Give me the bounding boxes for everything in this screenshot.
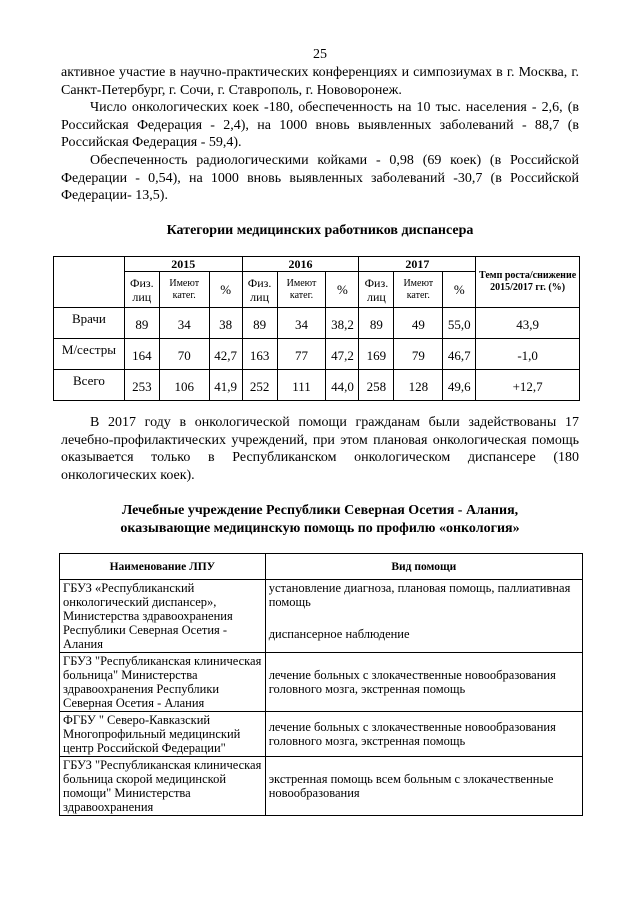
table-cell: 111 <box>277 370 326 401</box>
subheader-cat: Имеют катег. <box>394 272 443 308</box>
subheader-phys: Физ. лиц <box>242 272 277 308</box>
paragraph-4: В 2017 году в онкологической помощи гражданам были задействованы 17 лечебно-профилактических учреждений, при этом плановая онкологическая помощь оказывается только в Республиканском онкологическом диспансере (180 онкологических коек). <box>61 415 579 483</box>
paragraph-2: Число онкологических коек -180, обеспеченность на 10 тыс. населения - 2,6, (в Российская Федерация - 2,4), на 1000 вновь выявленных заболеваний - 88,7 (в Российская Федерация - 59,4). <box>61 100 579 150</box>
table-cell: 106 <box>159 370 209 401</box>
row-label: Врачи <box>54 308 125 339</box>
table2-title-line2: оказывающие медицинскую помощь по профилю «онкология» <box>120 521 520 536</box>
year-header: 2016 <box>242 257 359 272</box>
table1-corner <box>54 257 125 308</box>
table-cell: 49 <box>394 308 443 339</box>
table-cell: 55,0 <box>443 308 476 339</box>
paragraph-1: активное участие в научно-практических конференциях и симпозиумах в г. Москва, г. Санкт-Петербург, г. Сочи, г. Ставрополь, г. Нововоронеж. <box>61 65 579 98</box>
table-cell: 42,7 <box>209 339 242 370</box>
care-type: экстренная помощь всем больным с злокачественные новообразования <box>265 757 582 816</box>
institution-name: ГБУЗ "Республиканская клиническая больница скорой медицинской помощи" Министерства здравоохранения <box>60 757 266 816</box>
care-type <box>265 580 582 653</box>
year-header: 2015 <box>124 257 242 272</box>
table-cell: 49,6 <box>443 370 476 401</box>
table-cell: 38,2 <box>326 308 359 339</box>
table-cell: +12,7 <box>476 370 580 401</box>
paragraph-3: Обеспеченность радиологическими койками - 0,98 (69 коек) (в Российской Федерации - 0,54), на 1000 вновь выявленных заболеваний -30,7 (в Российской Федерации- 13,5). <box>61 153 579 203</box>
year-header: 2017 <box>359 257 476 272</box>
table-cell: 77 <box>277 339 326 370</box>
table-cell: 79 <box>394 339 443 370</box>
institutions-table <box>59 553 583 816</box>
table-cell: 89 <box>124 308 159 339</box>
table-cell: 47,2 <box>326 339 359 370</box>
table-cell: 44,0 <box>326 370 359 401</box>
table-cell: 34 <box>159 308 209 339</box>
rate-header: Темп роста/снижение 2015/2017 гг. (%) <box>476 257 580 308</box>
row-label: Всего <box>54 370 125 401</box>
page-number: 25 <box>313 47 327 62</box>
table-row <box>60 653 583 712</box>
institution-name: ГБУЗ «Республиканский онкологический диспансер», Министерства здравоохранения Республики Северная Осетия - Алания <box>60 580 266 653</box>
table-cell: 34 <box>277 308 326 339</box>
table-cell: 252 <box>242 370 277 401</box>
table-row <box>60 712 583 757</box>
subheader-phys: Физ. лиц <box>359 272 394 308</box>
table-cell: 128 <box>394 370 443 401</box>
institution-name: ГБУЗ "Республиканская клиническая больница" Министерства здравоохранения Республики Северная Осетия - Алания <box>60 653 266 712</box>
care-type-text: установление диагноза, плановая помощь, паллиативная помощь <box>268 581 571 609</box>
subheader-pct: % <box>326 272 359 308</box>
staff-table <box>53 256 580 401</box>
table-row <box>60 757 583 816</box>
table-cell: 169 <box>359 339 394 370</box>
table-cell: 89 <box>359 308 394 339</box>
subheader-pct: % <box>443 272 476 308</box>
subheader-pct: % <box>209 272 242 308</box>
header-care-type: Вид помощи <box>265 554 582 580</box>
subheader-phys: Физ. лиц <box>124 272 159 308</box>
care-type: лечение больных с злокачественные новообразования головного мозга, экстренная помощь <box>265 712 582 757</box>
table-cell: 46,7 <box>443 339 476 370</box>
table-row <box>60 580 583 653</box>
care-type: лечение больных с злокачественные новообразования головного мозга, экстренная помощь <box>265 653 582 712</box>
table-cell: 163 <box>242 339 277 370</box>
care-type-text: диспансерное наблюдение <box>268 627 410 641</box>
table-row <box>54 308 580 339</box>
table-cell: 164 <box>124 339 159 370</box>
table-cell: 253 <box>124 370 159 401</box>
table-cell: 70 <box>159 339 209 370</box>
institution-name: ФГБУ " Северо-Кавказский Многопрофильный медицинский центр Российской Федерации" <box>60 712 266 757</box>
header-institution-name: Наименование ЛПУ <box>60 554 266 580</box>
table-cell: 38 <box>209 308 242 339</box>
row-label: М/сестры <box>54 339 125 370</box>
table-cell: 258 <box>359 370 394 401</box>
table-cell: 43,9 <box>476 308 580 339</box>
subheader-cat: Имеют катег. <box>277 272 326 308</box>
table-cell: 41,9 <box>209 370 242 401</box>
table1-title: Категории медицинских работников диспансера <box>166 223 474 238</box>
table-row <box>54 370 580 401</box>
subheader-cat: Имеют катег. <box>159 272 209 308</box>
table-row <box>54 339 580 370</box>
table-cell: -1,0 <box>476 339 580 370</box>
table-cell: 89 <box>242 308 277 339</box>
table2-title-line1: Лечебные учреждение Республики Северная Осетия - Алания, <box>121 503 519 518</box>
